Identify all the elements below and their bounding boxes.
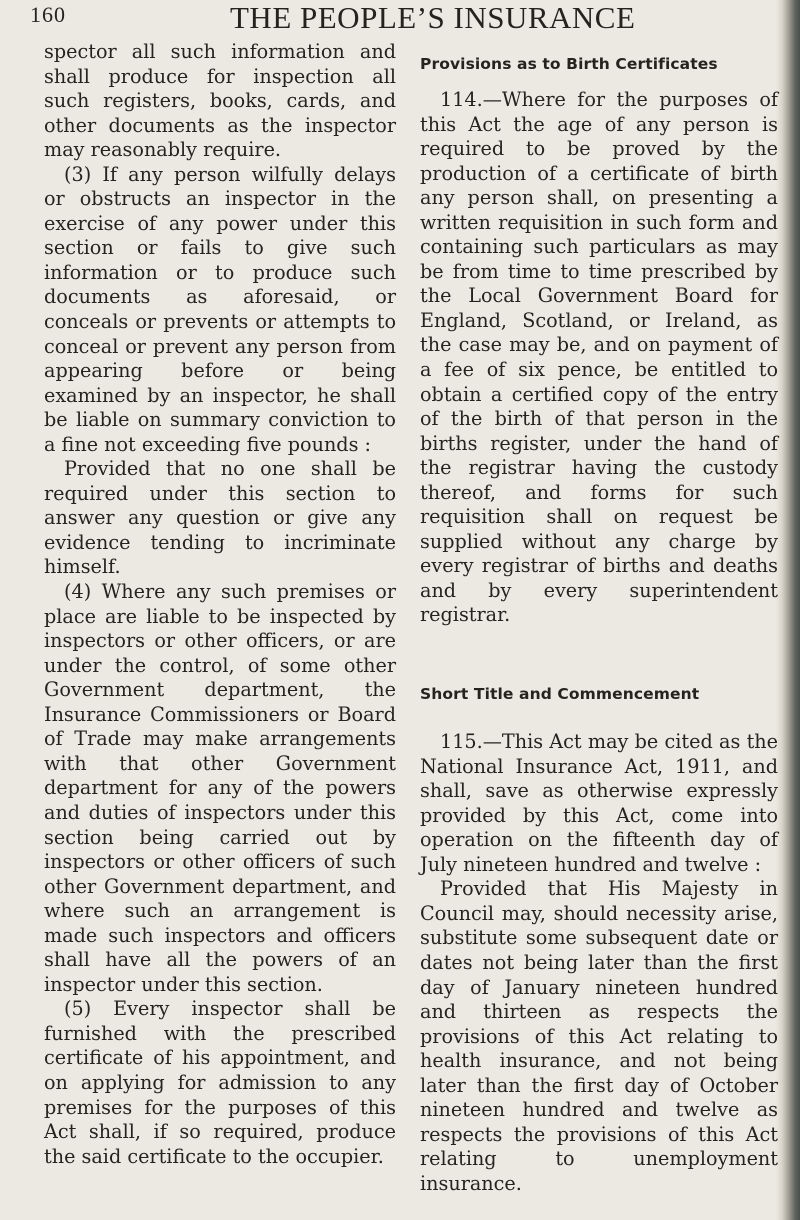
proviso-paragraph: Provided that no one shall be required under this section to answer any question or give any evidence tending to incriminate himself. [44, 457, 396, 579]
running-head [30, 2, 770, 36]
subsection-5-paragraph: (5) Every inspector shall be furnished with the prescribed certificate of his appointment, and on applying for admission to any premises for the purposes of this Act shall, if so required, produce the said certificate to the occupier. [44, 997, 396, 1168]
running-title: THE PEOPLE’S INSURANCE [230, 0, 636, 35]
subsection-4-paragraph: (4) Where any such premises or place are liable to be inspected by inspectors or other officers, or are under the control, of some other Government department, the Insurance Commissioners or Board of Trade may make arrangements with that other Government department for any of the powers and duties of inspectors under this section being carried out by inspectors or other officers of such other Government department, and where such an arrangement is made such inspectors and officers shall have all the powers of an inspector under this section. [44, 580, 396, 996]
section-114-paragraph: 114.—Where for the purposes of this Act the age of any person is required to be proved by the production of a certificate of birth any person shall, on presenting a written requisition in such form and containing such particulars as may be from time to time prescribed by the Local Government Board for England, Scotland, or Ireland, as the case may be, and on payment of a fee of six pence, be entitled to obtain a certified copy of the entry of the birth of that person in the births register, under the hand of the registrar having the custody thereof, and forms for such requisition shall on request be supplied without any charge by every registrar of births and deaths and by every superintendent registrar. [420, 88, 778, 627]
page-number: 160 [30, 2, 66, 27]
section-heading-birth-certificates: Provisions as to Birth Certificates [420, 55, 718, 73]
subsection-3-paragraph: (3) If any person wilfully delays or obstructs an inspector in the exercise of any power under this section or fails to give such information or to produce such documents as aforesaid, or conceals or prevents or attempts to conceal or prevent any person from appearing before or being examined by an inspector, he shall be liable on summary conviction to a fine not exceeding five pounds : [44, 162, 396, 456]
section-115-paragraph: 115.—This Act may be cited as the National Insurance Act, 1911, and shall, save as otherwise expressly provided by this Act, come into operation on the fifteenth day of July nineteen hundred and twelve : [420, 730, 778, 876]
section-heading-short-title: Short Title and Commencement [420, 685, 700, 704]
right-column [420, 40, 778, 1196]
commencement-proviso-paragraph: Provided that His Majesty in Council may, should necessity arise, substitute some subsequent date or dates not being later than the first day of January nineteen hundred and thirteen as respects the provisions of this Act relating to health insurance, and not being later than the first day of October nineteen hundred and twelve as respects the provisions of this Act relating to unemployment insurance. [420, 877, 778, 1195]
page-binding-edge [776, 0, 800, 1220]
left-column [44, 40, 396, 1169]
continued-paragraph: spector all such information and shall produce for inspection all such registers, books, cards, and other documents as the inspector may reasonably require. [44, 40, 396, 162]
